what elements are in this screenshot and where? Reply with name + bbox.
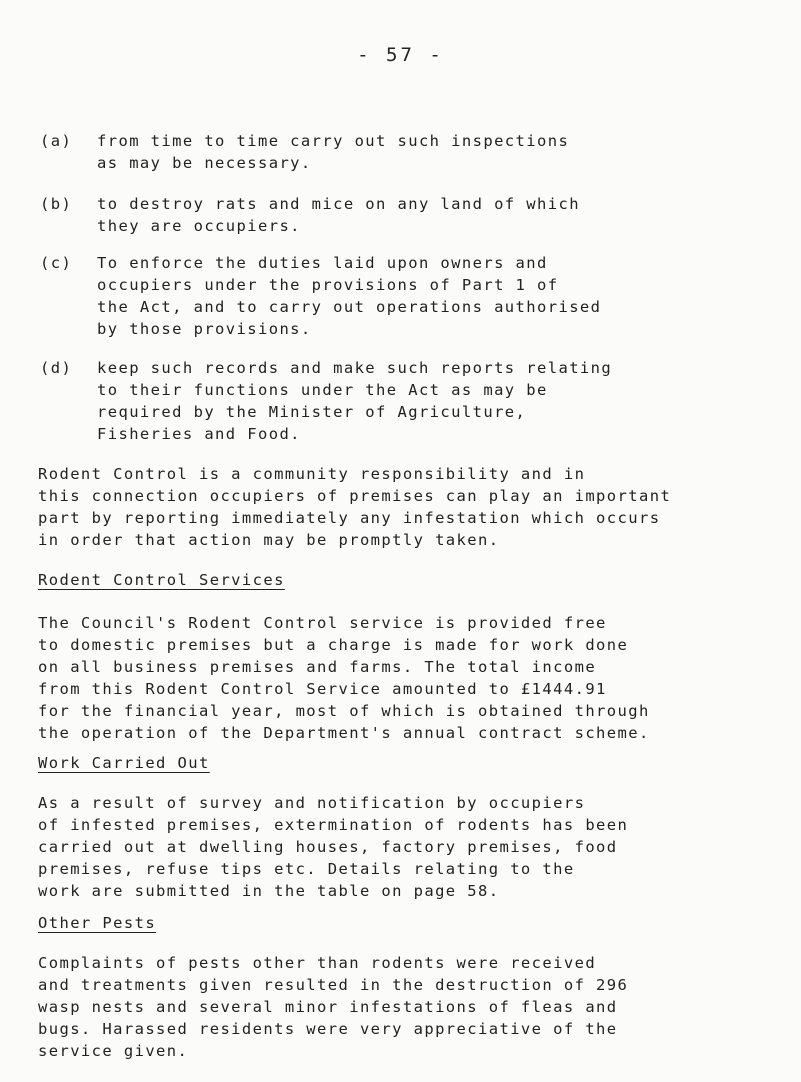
- section-heading-work-carried-out: Work Carried Out: [38, 754, 210, 772]
- list-item-a: [40, 130, 770, 176]
- item-text: To enforce the duties laid upon owners and occupiers under the provisions of Part 1 of the Act, and to carry out operations authorised by those provisions.: [97, 254, 602, 338]
- item-label: (d): [40, 359, 73, 377]
- list-item-d: [40, 357, 770, 447]
- section-heading-other-pests: Other Pests: [38, 914, 157, 932]
- item-text: keep such records and make such reports relating to their functions under the Act as may be required by the Minister of Agriculture, Fisheries and Food.: [97, 359, 613, 443]
- section-body-rodent-control: The Council's Rodent Control service is provided free to domestic premises but a charge is made for work done on all business premises and farms. The total income from this Rodent Control Service amounted to £1444.91 for the financial year, most of which is obtained through the operation of the Department's annual contract scheme.: [38, 614, 650, 742]
- list-item-b: [40, 193, 770, 239]
- item-text: from time to time carry out such inspections as may be necessary.: [97, 132, 570, 172]
- section-heading-rodent-control: Rodent Control Services: [38, 571, 285, 589]
- item-label: (c): [40, 254, 73, 272]
- item-label: (b): [40, 195, 73, 213]
- item-text: to destroy rats and mice on any land of which they are occupiers.: [97, 195, 580, 235]
- page-number: - 57 -: [357, 44, 444, 66]
- list-item-c: [40, 252, 770, 342]
- item-label: (a): [40, 132, 73, 150]
- section-body-other-pests: Complaints of pests other than rodents were received and treatments given resulted in the destruction of 296 wasp nests and several minor infestations of fleas and bugs. Harassed residents were very appreciative of the service given.: [38, 954, 629, 1060]
- section-body-work-carried-out: As a result of survey and notification by occupiers of infested premises, extermination of rodents has been carried out at dwelling houses, factory premises, food premises, refuse tips etc. Details relating to the work are submitted in the table on page 58.: [38, 794, 629, 900]
- community-paragraph: Rodent Control is a community responsibility and in this connection occupiers of premises can play an important part by reporting immediately any infestation which occurs in order that action may be promptly taken.: [38, 465, 672, 549]
